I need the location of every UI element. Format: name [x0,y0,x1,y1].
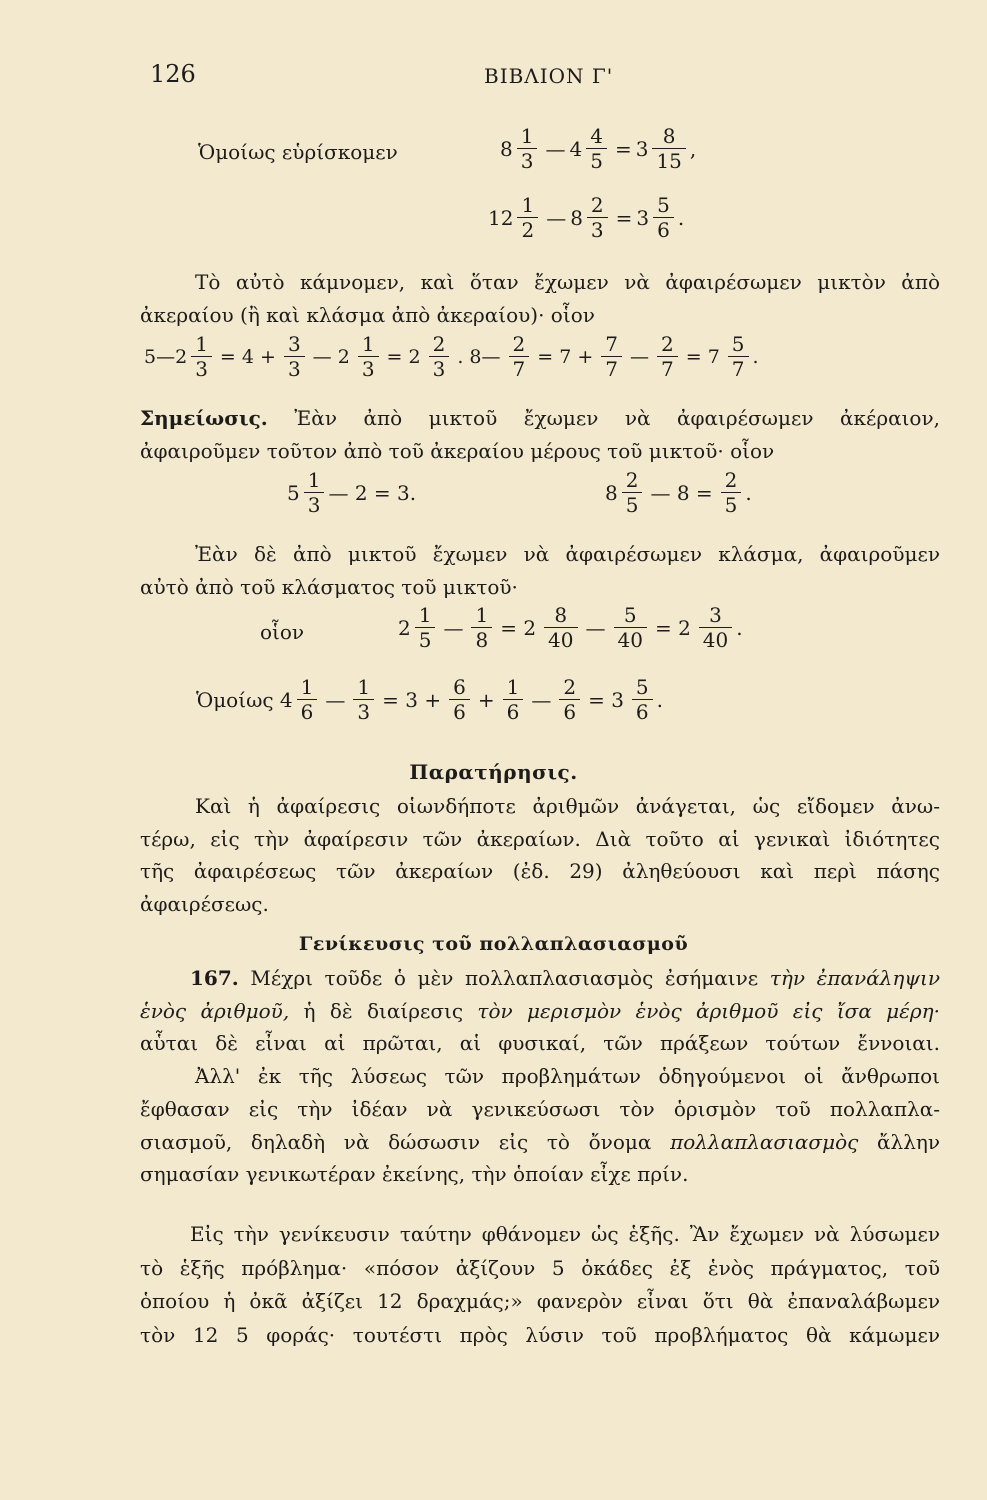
paragraph-5: 167. Μέχρι τοῦδε ὁ μὲν πολλαπλασιασμὸς ἐσήμαινε τὴν ἐπανάληψιν ἑνὸς ἀριθμοῦ, ἡ δὲ διαίρεσις τὸν μερισμὸν ἑνὸς ἀριθμοῦ εἰς ἴσα μέρη· αὗται δὲ εἶναι αἱ πρῶται, αἱ φυσικαί, τῶν πράξεων τούτων ἔννοιαι. Ἀλλ' ἐκ τῆς λύσεως τῶν προβλημάτων ὁδηγούμενοι οἱ ἄνθρωποι ἔφθασαν εἰς τὴν ἰδέαν νὰ γενικεύσωσι τὸν ὁρισμὸν τοῦ πολλαπλα- σιασμοῦ, δηλαδὴ νὰ δώσωσιν εἰς τὸ ὄνομα πολλαπλασιασμὸς ἄλλην σημασίαν γενικωτέραν ἐκείνης, τὴν ὁποίαν εἶχε πρίν. [140,966,941,1187]
paragraph-4: Καὶ ἡ ἀφαίρεσις οἱωνδήποτε ἀριθμῶν ἀνάγεται, ὡς εἴδομεν ἀνω- τέρω, εἰς τὴν ἀφαίρεσιν τῶν ἀκεραίων. Διὰ τοῦτο αἱ γενικαὶ ἰδιότητες τῆς ἀφαιρέσεως τῶν ἀκεραίων (ἐδ. 29) ἀληθεύουσι καὶ περὶ πάσης ἀφαιρέσεως. [140,794,940,916]
page-number: 126 [150,60,196,88]
equation-6: Ὁμοίως 4 $\frac{1}{6}$ — $\frac{1}{3}$ = 3 + $\frac{6}{6}$ + $\frac{1}{6}$ — $\frac{2}{6}$ = 3 $\frac{5}{6}$ . [196,675,664,724]
section-title: Γενίκευσις τοῦ πολλαπλασιασμοῦ [298,933,689,955]
section-number: 167. [190,966,239,990]
paragraph-2: Σημείωσις. Ἐὰν ἀπὸ μικτοῦ ἔχωμεν νὰ ἀφαιρέσωμεν ἀκέραιον, ἀφαιροῦμεν τοῦτον ἀπὸ τοῦ ἀκεραίου μέρους τοῦ μικτοῦ· οἷον [140,406,940,463]
equation-5: 2 $\frac{1}{5}$ — $\frac{1}{8}$ = 2 $\frac{8}{40}$ — $\frac{5}{40}$ = 2 $\frac{3}{40}$ . [398,603,743,652]
equation-4b: 8 $\frac{2}{5}$ — 8 = $\frac{2}{5}$ . [605,468,752,517]
paragraph-3: Ἐὰν δὲ ἀπὸ μικτοῦ ἔχωμεν νὰ ἀφαιρέσωμεν κλάσμα, ἀφαιροῦμεν αὐτὸ ἀπὸ τοῦ κλάσματος τοῦ μικτοῦ· [140,542,940,599]
equation-3: 5—2 $\frac{1}{3}$ = 4 + $\frac{3}{3}$ — 2 $\frac{1}{3}$ = 2 $\frac{2}{3}$ . 8— $\frac{2}{7}$ = 7 + $\frac{7}{7}$ — $\frac{2}{7}$ = 7 $\frac{5}{7}$ . [144,332,759,381]
equation-2: 12 $\frac{1}{2}$ — 8 $\frac{2}{3}$ = 3 $\frac{5}{6}$ . [488,193,685,242]
remark-title: Παρατήρησις. [409,760,578,784]
paragraph-6: Εἰς τὴν γενίκευσιν ταύτην φθάνομεν ὡς ἑξῆς. Ἂν ἔχωμεν νὰ λύσωμεν τὸ ἑξῆς πρόβλημα· «πόσον ἀξίζουν 5 ὀκάδες ἐξ ἑνὸς πράγματος, τοῦ ὁποίου ἡ ὀκᾶ ἀξίζει 12 δραχμάς;» φανερὸν εἶναι ὅτι θὰ ἐπαναλάβωμεν τὸν 12 5 φοράς· τουτέστι πρὸς λύσιν τοῦ προβλήματος θὰ κάμωμεν [140,1222,940,1347]
equation-1: 8 $\frac{1}{3}$ — 4 $\frac{4}{5}$ = 3 $\frac{8}{15}$ , [500,124,697,173]
block1-label: Ὁμοίως εὑρίσκομεν [198,140,398,164]
running-title: ΒΙΒΛΙΟΝ Γ' [484,64,614,88]
equation-5-label: οἷον [260,620,305,644]
equation-4a: 5 $\frac{1}{3}$ — 2 = 3. [287,468,417,517]
paragraph-1: Τὸ αὐτὸ κάμνομεν, καὶ ὅταν ἔχωμεν νὰ ἀφαιρέσωμεν μικτὸν ἀπὸ ἀκεραίου (ἢ καὶ κλάσμα ἀπὸ ἀκεραίου)· οἷον [140,270,940,327]
note-heading: Σημείωσις. [140,406,268,430]
